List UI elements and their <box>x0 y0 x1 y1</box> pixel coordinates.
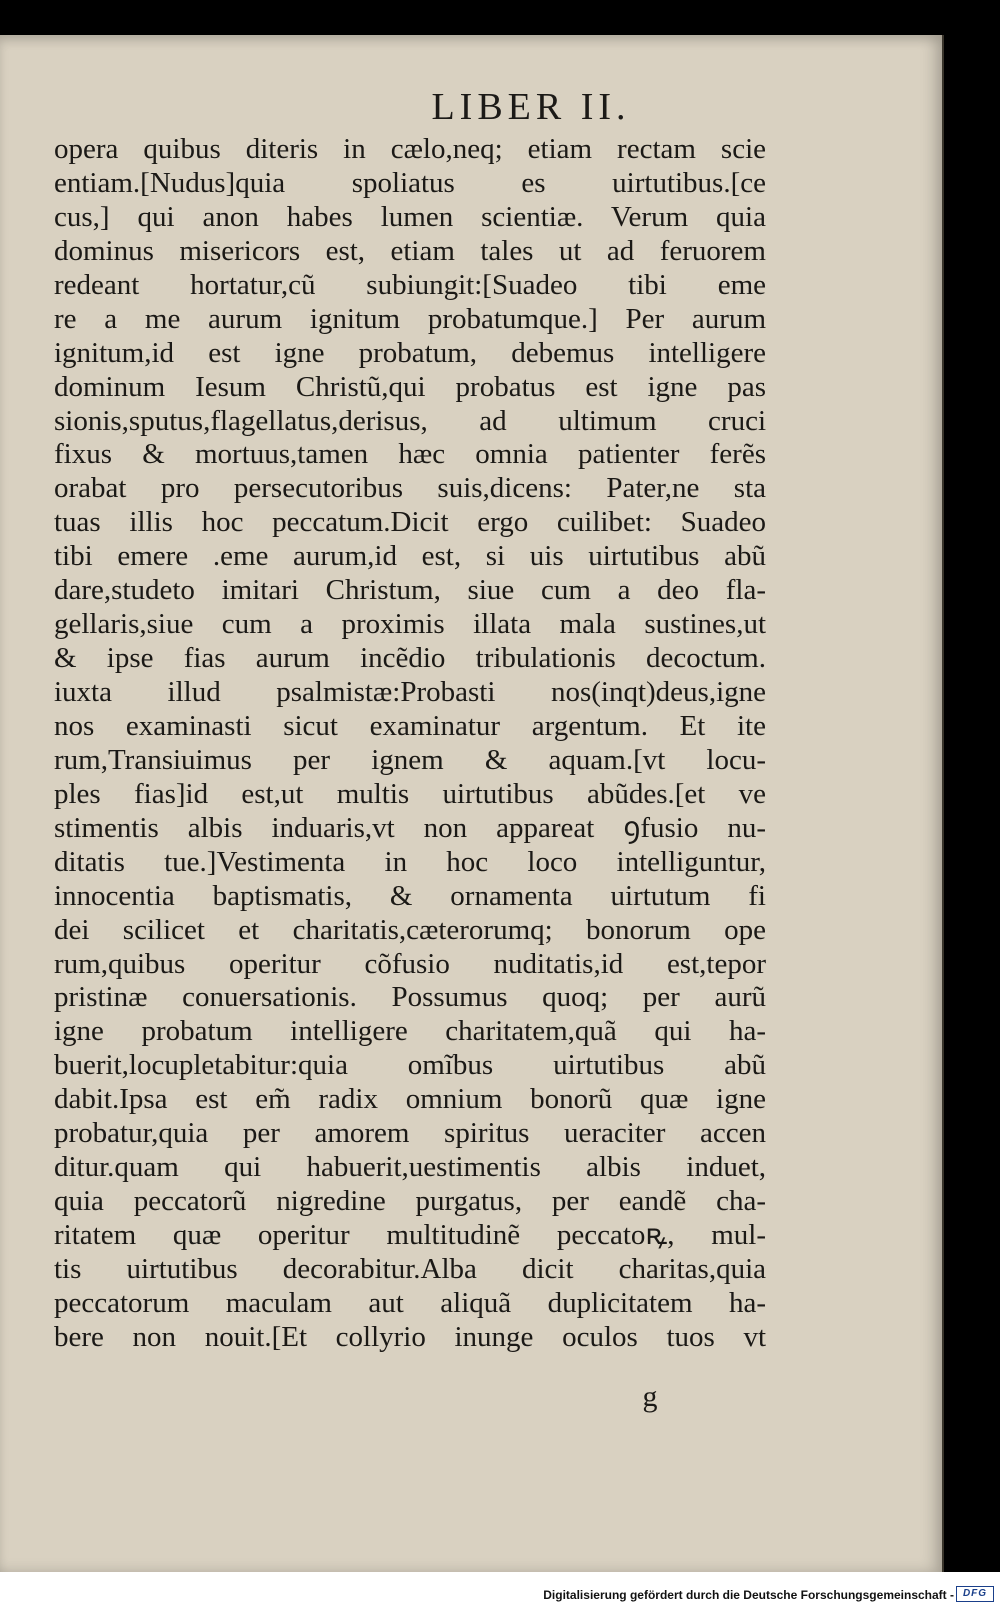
text-line: ritatem quæ operitur multitudinẽ peccatoꝶ, mul- <box>54 1219 766 1251</box>
text-line: cus,] qui anon habes lumen scientiæ. Verum quia <box>54 200 766 233</box>
dfg-logo: DFG <box>956 1586 994 1602</box>
digitization-credit: Digitalisierung gefördert durch die Deutsche Forschungsgemeinschaft - <box>543 1588 954 1602</box>
text-line: opera quibus diteris in cælo,neq; etiam rectam scie <box>54 133 766 165</box>
text-line: ples fias]id est,ut multis uirtutibus abũdes.[et ve <box>54 777 766 810</box>
text-line: dominum Iesum Christũ,qui probatus est igne pas <box>54 370 766 403</box>
text-line: bere non nouit.[Et collyrio inunge oculos tuos vt <box>54 1320 766 1353</box>
text-line: entiam.[Nudus]quia spoliatus es uirtutibus.[ce <box>54 166 766 199</box>
text-line: & ipse fias aurum incẽdio tribulationis decoctum. <box>54 642 766 675</box>
text-line: gellaris,siue cum a proximis illata mala sustines,ut <box>54 608 766 641</box>
text-line: rum,Transiuimus per ignem & aquam.[vt locu- <box>54 743 766 776</box>
text-line: dabit.Ipsa est em̃ radix omnium bonorũ quæ igne <box>54 1083 766 1116</box>
text-line: fixus & mortuus,tamen hæc omnia patienter ferẽs <box>54 438 766 471</box>
text-line: orabat pro persecutoribus suis,dicens: Pater,ne sta <box>54 472 766 505</box>
text-line: igne probatum intelligere charitatem,quã qui ha- <box>54 1015 766 1048</box>
text-line: pristinæ conuersationis. Possumus quoq; per aurũ <box>54 981 766 1014</box>
text-line: dei scilicet et charitatis,cæterorumq; bonorum ope <box>54 913 766 946</box>
footer-bar <box>0 1572 1000 1608</box>
text-block <box>54 133 766 1355</box>
text-line: nos examinasti sicut examinatur argentum. Et ite <box>54 709 766 742</box>
text-line: quia peccatorũ nigredine purgatus, per eandẽ cha- <box>54 1185 766 1218</box>
text-line: dominus misericors est, etiam tales ut ad feruorem <box>54 234 766 267</box>
text-line: sionis,sputus,flagellatus,derisus, ad ultimum cruci <box>54 404 766 437</box>
text-line: peccatorum maculam aut aliquã duplicitatem ha- <box>54 1286 766 1319</box>
text-line: redeant hortatur,cũ subiungit:[Suadeo tibi eme <box>54 268 766 301</box>
text-line: buerit,locupletabitur:quia omĩbus uirtutibus abũ <box>54 1049 766 1082</box>
book-page <box>0 35 944 1572</box>
text-line: tuas illis hoc peccatum.Dicit ergo cuilibet: Suadeo <box>54 506 766 539</box>
text-line: ditatis tue.]Vestimenta in hoc loco intelliguntur, <box>54 845 766 878</box>
text-line: innocentia baptismatis, & ornamenta uirtutum fi <box>54 879 766 912</box>
signature-mark: g <box>642 1380 658 1413</box>
text-line: re a me aurum ignitum probatumque.] Per aurum <box>54 302 766 335</box>
text-line: ditur.quam qui habuerit,uestimentis albis induet, <box>54 1151 766 1184</box>
text-line: tis uirtutibus decorabitur.Alba dicit charitas,quia <box>54 1252 766 1285</box>
text-line: dare,studeto imitari Christum, siue cum a deo fla- <box>54 574 766 607</box>
running-head: LIBER II. <box>431 86 631 128</box>
text-line: iuxta illud psalmistæ:Probasti nos(inqt)deus,igne <box>54 676 766 708</box>
text-line: ignitum,id est igne probatum, debemus intelligere <box>54 336 766 369</box>
text-line: tibi emere .eme aurum,id est, si uis uirtutibus abũ <box>54 540 766 573</box>
text-line: probatur,quia per amorem spiritus ueraciter accen <box>54 1117 766 1150</box>
text-line: rum,quibus operitur cõfusio nuditatis,id est,tepor <box>54 947 766 980</box>
text-line: stimentis albis induaris,vt non appareat ꝯfusio nu- <box>54 811 766 844</box>
